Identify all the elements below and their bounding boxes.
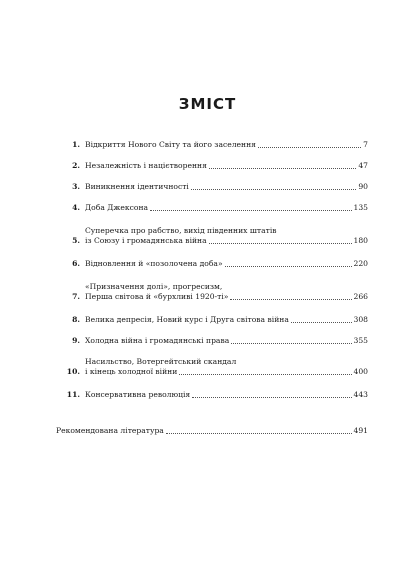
chapter-title-line: Насильство, Вотергейтський скандал [85, 357, 237, 366]
page-number: 220 [353, 259, 368, 268]
chapter-number: 3. [72, 182, 80, 191]
toc-entry-recommended[interactable] [56, 426, 368, 436]
dot-leader [231, 342, 351, 344]
chapter-title-last-line [85, 259, 368, 269]
page-title: ЗМІСТ [178, 95, 237, 113]
chapter-number: 8. [72, 315, 80, 324]
chapter-title [85, 203, 368, 213]
chapter-title-last-line [85, 367, 368, 377]
dot-leader [192, 396, 351, 398]
chapter-title-line: Холодна війна і громадянські права [85, 336, 230, 345]
page-number: 443 [353, 390, 368, 399]
chapter-title-last-line [85, 161, 368, 171]
chapter-title-line: Велика депресія, Новий курс і Друга світова війна [85, 315, 289, 324]
chapter-title-last-line [85, 236, 368, 246]
toc-entry[interactable] [60, 336, 368, 346]
chapter-title-last-line [85, 390, 368, 400]
page-number: 355 [353, 336, 368, 345]
chapter-number: 6. [72, 259, 80, 268]
chapter-number: 5. [72, 236, 80, 245]
dot-leader [209, 167, 356, 169]
table-of-contents [56, 140, 368, 436]
toc-entry[interactable] [60, 161, 368, 171]
chapter-title-last-line [85, 292, 368, 302]
page-number: 7 [363, 140, 368, 149]
chapter-title-line: Виникнення ідентичності [85, 182, 189, 191]
chapter-title-last-line [85, 203, 368, 213]
chapter-title-last-line [85, 336, 368, 346]
chapter-number: 10. [66, 367, 80, 376]
chapter-title-last-line [85, 140, 368, 150]
chapter-title [85, 282, 368, 302]
chapter-title [85, 259, 368, 269]
page-number: 90 [358, 182, 368, 191]
chapter-title-line: із Союзу і громадянська війна [85, 236, 207, 245]
chapter-title [85, 357, 368, 377]
chapter-title [85, 161, 368, 171]
recommended-title: Рекомендована література [56, 426, 164, 435]
chapter-title-line: Незалежність і націєтворення [85, 161, 207, 170]
chapter-title-line: Відкриття Нового Світу та його заселення [85, 140, 256, 149]
dot-leader [209, 242, 352, 244]
page-number: 180 [353, 236, 368, 245]
chapter-number: 2. [72, 161, 80, 170]
dot-leader [258, 146, 361, 148]
chapter-title-line: Доба Джексона [85, 203, 149, 212]
chapter-title-line: і кінець холодної війни [85, 367, 178, 376]
page-number: 308 [353, 315, 368, 324]
chapter-title-last-line [85, 315, 368, 325]
chapter-number: 9. [72, 336, 80, 345]
chapter-title [85, 140, 368, 150]
chapter-title [85, 315, 368, 325]
toc-entry[interactable] [60, 390, 368, 400]
dot-leader [230, 298, 351, 300]
chapter-number: 11. [66, 390, 80, 399]
chapter-number: 7. [72, 292, 80, 301]
chapter-number: 1. [72, 140, 80, 149]
page-number: 400 [353, 367, 368, 376]
toc-entry[interactable] [60, 203, 368, 213]
chapter-title-line: Консервативна революція [85, 390, 191, 399]
chapter-title-line: Перша світова й «бурхливі 1920-ті» [85, 292, 229, 301]
toc-entry[interactable] [60, 226, 368, 246]
toc-entry[interactable] [60, 182, 368, 192]
toc-entry[interactable] [60, 315, 368, 325]
dot-leader [291, 321, 352, 323]
toc-entry[interactable] [60, 282, 368, 302]
page-number: 47 [358, 161, 368, 170]
page-number: 266 [353, 292, 368, 301]
chapter-title [85, 336, 368, 346]
chapter-title-last-line [85, 182, 368, 192]
chapter-title-line: Суперечка про рабство, вихід південних штатів [85, 226, 277, 235]
recommended-line [56, 426, 368, 436]
chapter-title-line: «Призначення долі», прогресизм, [85, 282, 223, 291]
dot-leader [166, 432, 352, 434]
chapter-title [85, 390, 368, 400]
chapter-number: 4. [72, 203, 80, 212]
toc-entry[interactable] [60, 140, 368, 150]
chapter-title [85, 226, 368, 246]
page-number: 491 [353, 426, 368, 435]
page-number: 135 [353, 203, 368, 212]
dot-leader [191, 188, 356, 190]
dot-leader [225, 265, 352, 267]
chapter-title [85, 182, 368, 192]
dot-leader [179, 373, 351, 375]
chapter-title-line: Відновлення й «позолочена доба» [85, 259, 223, 268]
toc-entry[interactable] [60, 357, 368, 377]
dot-leader [150, 209, 351, 211]
toc-entry[interactable] [60, 259, 368, 269]
